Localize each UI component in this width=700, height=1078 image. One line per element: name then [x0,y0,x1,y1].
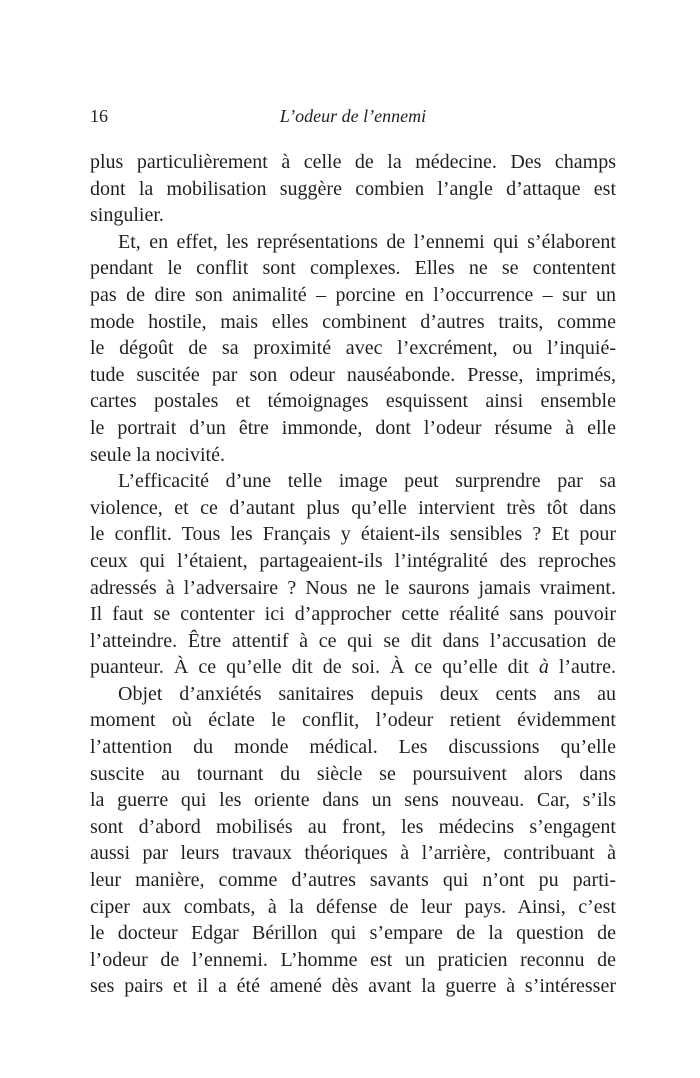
text-line: dont la mobilisation suggère combien l’angle d’attaque est [90,177,616,200]
text-line: le dégoût de sa proximité avec l’excrément, ou l’inquié- [90,337,616,360]
running-title: L’odeur de l’ennemi [279,106,427,126]
text-line: pendant le conflit sont complexes. Elles ne se contentent [90,257,616,280]
page-number: 16 [90,106,108,126]
text-line: violence, et ce d’autant plus qu’elle intervient très tôt dans [90,496,616,519]
text-line: leur manière, comme d’autres savants qui n’ont pu parti- [90,869,616,892]
body-text [90,149,616,1000]
running-head [90,104,616,128]
text-line: la guerre qui les oriente dans un sens nouveau. Car, s’ils [90,789,616,812]
text-line: l’odeur de l’ennemi. L’homme est un praticien reconnu de [90,948,616,971]
text-line: mode hostile, mais elles combinent d’autres traits, comme [90,310,616,333]
text-line: moment où éclate le conflit, l’odeur retient évidemment [90,709,616,732]
text-line: Il faut se contenter ici d’approcher cette réalité sans pouvoir [90,603,616,626]
text-line: pas de dire son animalité – porcine en l’occurrence – sur un [90,283,616,306]
text-line: le docteur Edgar Bérillon qui s’empare de la question de [90,922,616,945]
text-line: seule la nocivité. [90,443,225,466]
text-line: le conflit. Tous les Français y étaient-ils sensibles ? Et pour [90,523,616,546]
text-line-with-emphasis [90,654,616,681]
text-line: suscite au tournant du siècle se poursuivent alors dans [90,762,616,785]
text-line: ses pairs et il a été amené dès avant la guerre à s’intéresser [90,975,616,998]
text-segment: puanteur. À ce qu’elle dit de soi. À ce qu’elle dit [90,656,539,679]
text-line: Et, en effet, les représentations de l’ennemi qui s’élaborent [118,230,616,253]
text-line: plus particulièrement à celle de la médecine. Des champs [90,151,616,173]
emphasized-word: à [538,656,549,679]
text-line: Objet d’anxiétés sanitaires depuis deux cents ans au [118,682,616,705]
text-line: cartes postales et témoignages esquissent ainsi ensemble [90,390,616,413]
text-line: ciper aux combats, à la défense de leur pays. Ainsi, c’est [90,895,616,918]
text-line: ceux qui l’étaient, partageaient-ils l’intégralité des reproches [90,549,616,572]
text-line: sont d’abord mobilisés au front, les médecins s’engagent [90,815,616,838]
text-line: l’atteindre. Être attentif à ce qui se dit dans l’accusation de [90,629,616,652]
text-line: le portrait d’un être immonde, dont l’odeur résume à elle [90,416,616,439]
text-segment: l’autre. [548,656,617,679]
text-line: aussi par leurs travaux théoriques à l’arrière, contribuant à [90,842,616,865]
text-line: adressés à l’adversaire ? Nous ne le saurons jamais vraiment. [90,576,616,599]
text-line: l’attention du monde médical. Les discussions qu’elle [90,736,616,759]
text-line: tude suscitée par son odeur nauséabonde. Presse, imprimés, [90,363,616,386]
text-line: L’efficacité d’une telle image peut surprendre par sa [118,470,616,493]
text-line: singulier. [90,204,164,227]
book-page [90,0,616,1078]
